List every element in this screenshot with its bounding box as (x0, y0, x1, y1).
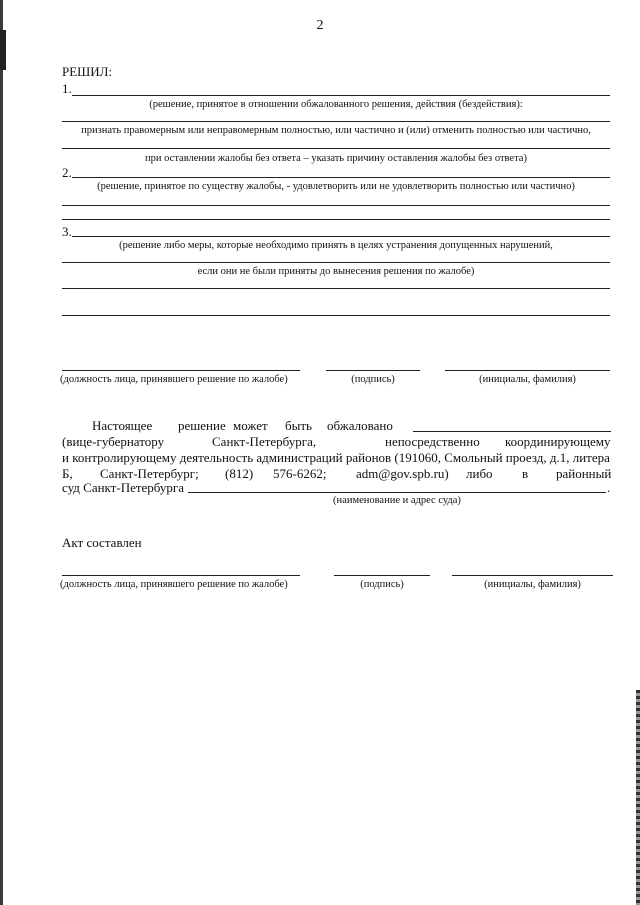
sig2-signature-caption: (подпись) (360, 579, 404, 590)
appeal-l2-2: Санкт-Петербурга, (212, 434, 317, 449)
appeal-l4-1: Б, (62, 466, 73, 481)
appeal-l4-3: (812) (225, 466, 254, 481)
appeal-l4-4: 576-6262; (273, 466, 327, 481)
item1-caption-1: (решение, принятое в отношении обжалованного решения, действия (бездействия): (149, 99, 523, 110)
appeal-word-2: решение (178, 418, 226, 433)
appeal-l2-3: непосредственно (385, 434, 480, 449)
item2-caption-1: (решение, принятое по существу жалобы, - удовлетворить или не удовлетворить полностью или частично) (97, 181, 575, 192)
item2-fill-line-3 (62, 219, 610, 220)
scan-edge-right (636, 690, 640, 905)
appeal-l4-8: районный (556, 466, 612, 481)
sig1-name-line (445, 370, 610, 371)
item1-fill-line-3 (62, 148, 610, 149)
sig2-position-line (62, 575, 300, 576)
item1-fill-line (72, 95, 610, 96)
appeal-l2-1: (вице-губернатору (62, 434, 165, 449)
sig2-signature-line (334, 575, 430, 576)
sig1-signature-line (326, 370, 420, 371)
heading-resolved: РЕШИЛ: (62, 64, 113, 79)
appeal-l4-6: либо (466, 466, 493, 481)
appeal-word-5: обжаловано (327, 418, 393, 433)
item2-fill-line (72, 177, 610, 178)
sig1-position-caption: (должность лица, принявшего решение по жалобе) (60, 374, 288, 385)
item3-fill-line (72, 236, 610, 237)
act-label: Акт составлен (62, 535, 142, 550)
appeal-l2-4: координирующему (505, 434, 611, 449)
item3-fill-line-2 (62, 262, 610, 263)
sig1-name-caption: (инициалы, фамилия) (479, 374, 576, 385)
appeal-word-3: может (233, 418, 268, 433)
appeal-l4-2: Санкт-Петербург; (100, 466, 199, 481)
sig2-name-line (452, 575, 613, 576)
item1-fill-line-2 (62, 121, 610, 122)
item3-fill-line-4 (62, 315, 610, 316)
sig1-position-line (62, 370, 300, 371)
appeal-l4-7: в (522, 466, 529, 481)
appeal-word-1: Настоящее (92, 418, 153, 433)
scan-mark-left (0, 30, 6, 70)
appeal-authority-line (413, 431, 611, 432)
item3-caption-2: если они не были приняты до вынесения решения по жалобе) (197, 266, 475, 277)
item1-number: 1. (62, 81, 72, 96)
appeal-word-4: быть (285, 418, 312, 433)
sig1-signature-caption: (подпись) (351, 374, 395, 385)
item2-fill-line-2 (62, 205, 610, 206)
item1-caption-2: признать правомерным или неправомерным полностью, или частично и (или) отменить полностью или частично, (81, 125, 591, 136)
court-caption: (наименование и адрес суда) (333, 495, 461, 506)
appeal-l4-5: adm@gov.spb.ru) (356, 466, 449, 481)
item2-number: 2. (62, 165, 72, 180)
scan-edge-left (0, 0, 3, 905)
item1-caption-3: при оставлении жалобы без ответа – указать причину оставления жалобы без ответа) (145, 153, 527, 164)
court-fill-line (188, 492, 606, 493)
appeal-l5: суд Санкт-Петербурга (62, 480, 185, 495)
appeal-l3: и контролирующему деятельность администраций районов (191060, Смольный проезд, д.1, литера (62, 450, 610, 465)
sig2-position-caption: (должность лица, принявшего решение по жалобе) (60, 579, 288, 590)
item3-fill-line-3 (62, 288, 610, 289)
page-number: 2 (316, 18, 324, 33)
appeal-l5-end: . (607, 480, 611, 495)
item3-number: 3. (62, 224, 72, 239)
sig2-name-caption: (инициалы, фамилия) (484, 579, 581, 590)
item3-caption-1: (решение либо меры, которые необходимо принять в целях устранения допущенных нарушений, (119, 240, 553, 251)
